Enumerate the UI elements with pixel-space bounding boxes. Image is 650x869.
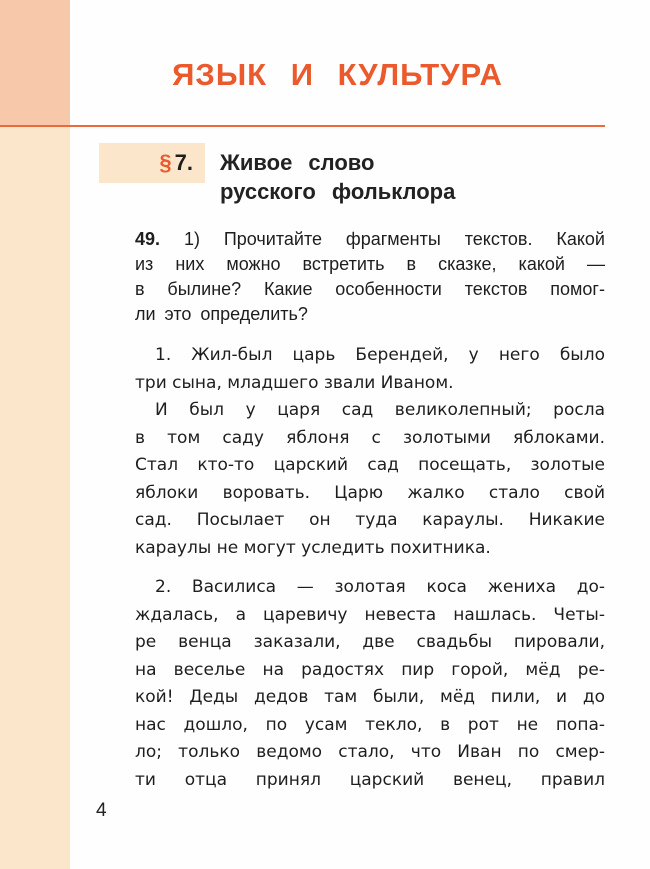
fragment-line: караулы не могут уследить похитника.: [135, 537, 491, 558]
exercise-number: 49.: [135, 229, 161, 249]
fragment-line: ждалась, а царевичу невеста нашлась. Четы-: [135, 604, 605, 625]
section-title-line: русского фольклора: [220, 179, 456, 204]
exercise-text-line: 1) Прочитайте фрагменты текстов. Какой: [183, 229, 605, 249]
fragment-line: ти отца принял царский венец, правил: [135, 769, 605, 790]
section-title-line: Живое слово: [220, 150, 375, 175]
fragment-line: кой! Деды дедов там были, мёд пили, и до: [135, 687, 605, 707]
fragment-line: в том саду яблоня с золотыми яблоками.: [135, 427, 605, 448]
fragment-line: Стал кто-то царский сад посещать, золотые: [135, 455, 605, 475]
sidebar-accent-bottom: [0, 126, 70, 869]
fragment-line: нас дошло, по усам текло, в рот не попа-: [135, 714, 605, 735]
fragment-line: сад. Посылает он туда караулы. Никакие: [135, 510, 605, 530]
section-number: 7.: [174, 150, 193, 175]
fragment-line: три сына, младшего звали Иваном.: [135, 372, 454, 393]
fragment-line: ло; только ведомо стало, что Иван по смер-: [135, 742, 605, 762]
section-title: [220, 148, 455, 206]
chapter-title: ЯЗЫК И КУЛЬТУРА: [172, 57, 503, 92]
fragment-line: яблоки воровать. Царю жалко стало свой: [135, 482, 605, 503]
exercise-text-line: из них можно встретить в сказке, какой —: [135, 254, 605, 274]
exercise-49: [135, 227, 605, 327]
section-sign-icon: §: [159, 150, 172, 175]
text-fragment-1: [135, 342, 605, 562]
fragment-line: 2. Василиса — золотая коса жениха до-: [155, 577, 605, 597]
fragment-line: И был у царя сад великолепный; росла: [155, 400, 605, 420]
fragment-line: ре венца заказали, две свадьбы пировали,: [135, 632, 605, 652]
chapter-divider: [0, 125, 605, 127]
fragment-line: на веселье на радостях пир горой, мёд ре-: [135, 659, 605, 680]
exercise-text-line: ли это определить?: [135, 304, 308, 324]
page-number: 4: [96, 800, 107, 821]
text-fragment-2: [135, 574, 605, 794]
exercise-text-line: в былине? Какие особенности текстов помог-: [135, 279, 605, 299]
sidebar-accent-top: [0, 0, 70, 126]
section-badge: [99, 143, 205, 183]
fragment-line: 1. Жил-был царь Берендей, у него было: [155, 345, 605, 365]
